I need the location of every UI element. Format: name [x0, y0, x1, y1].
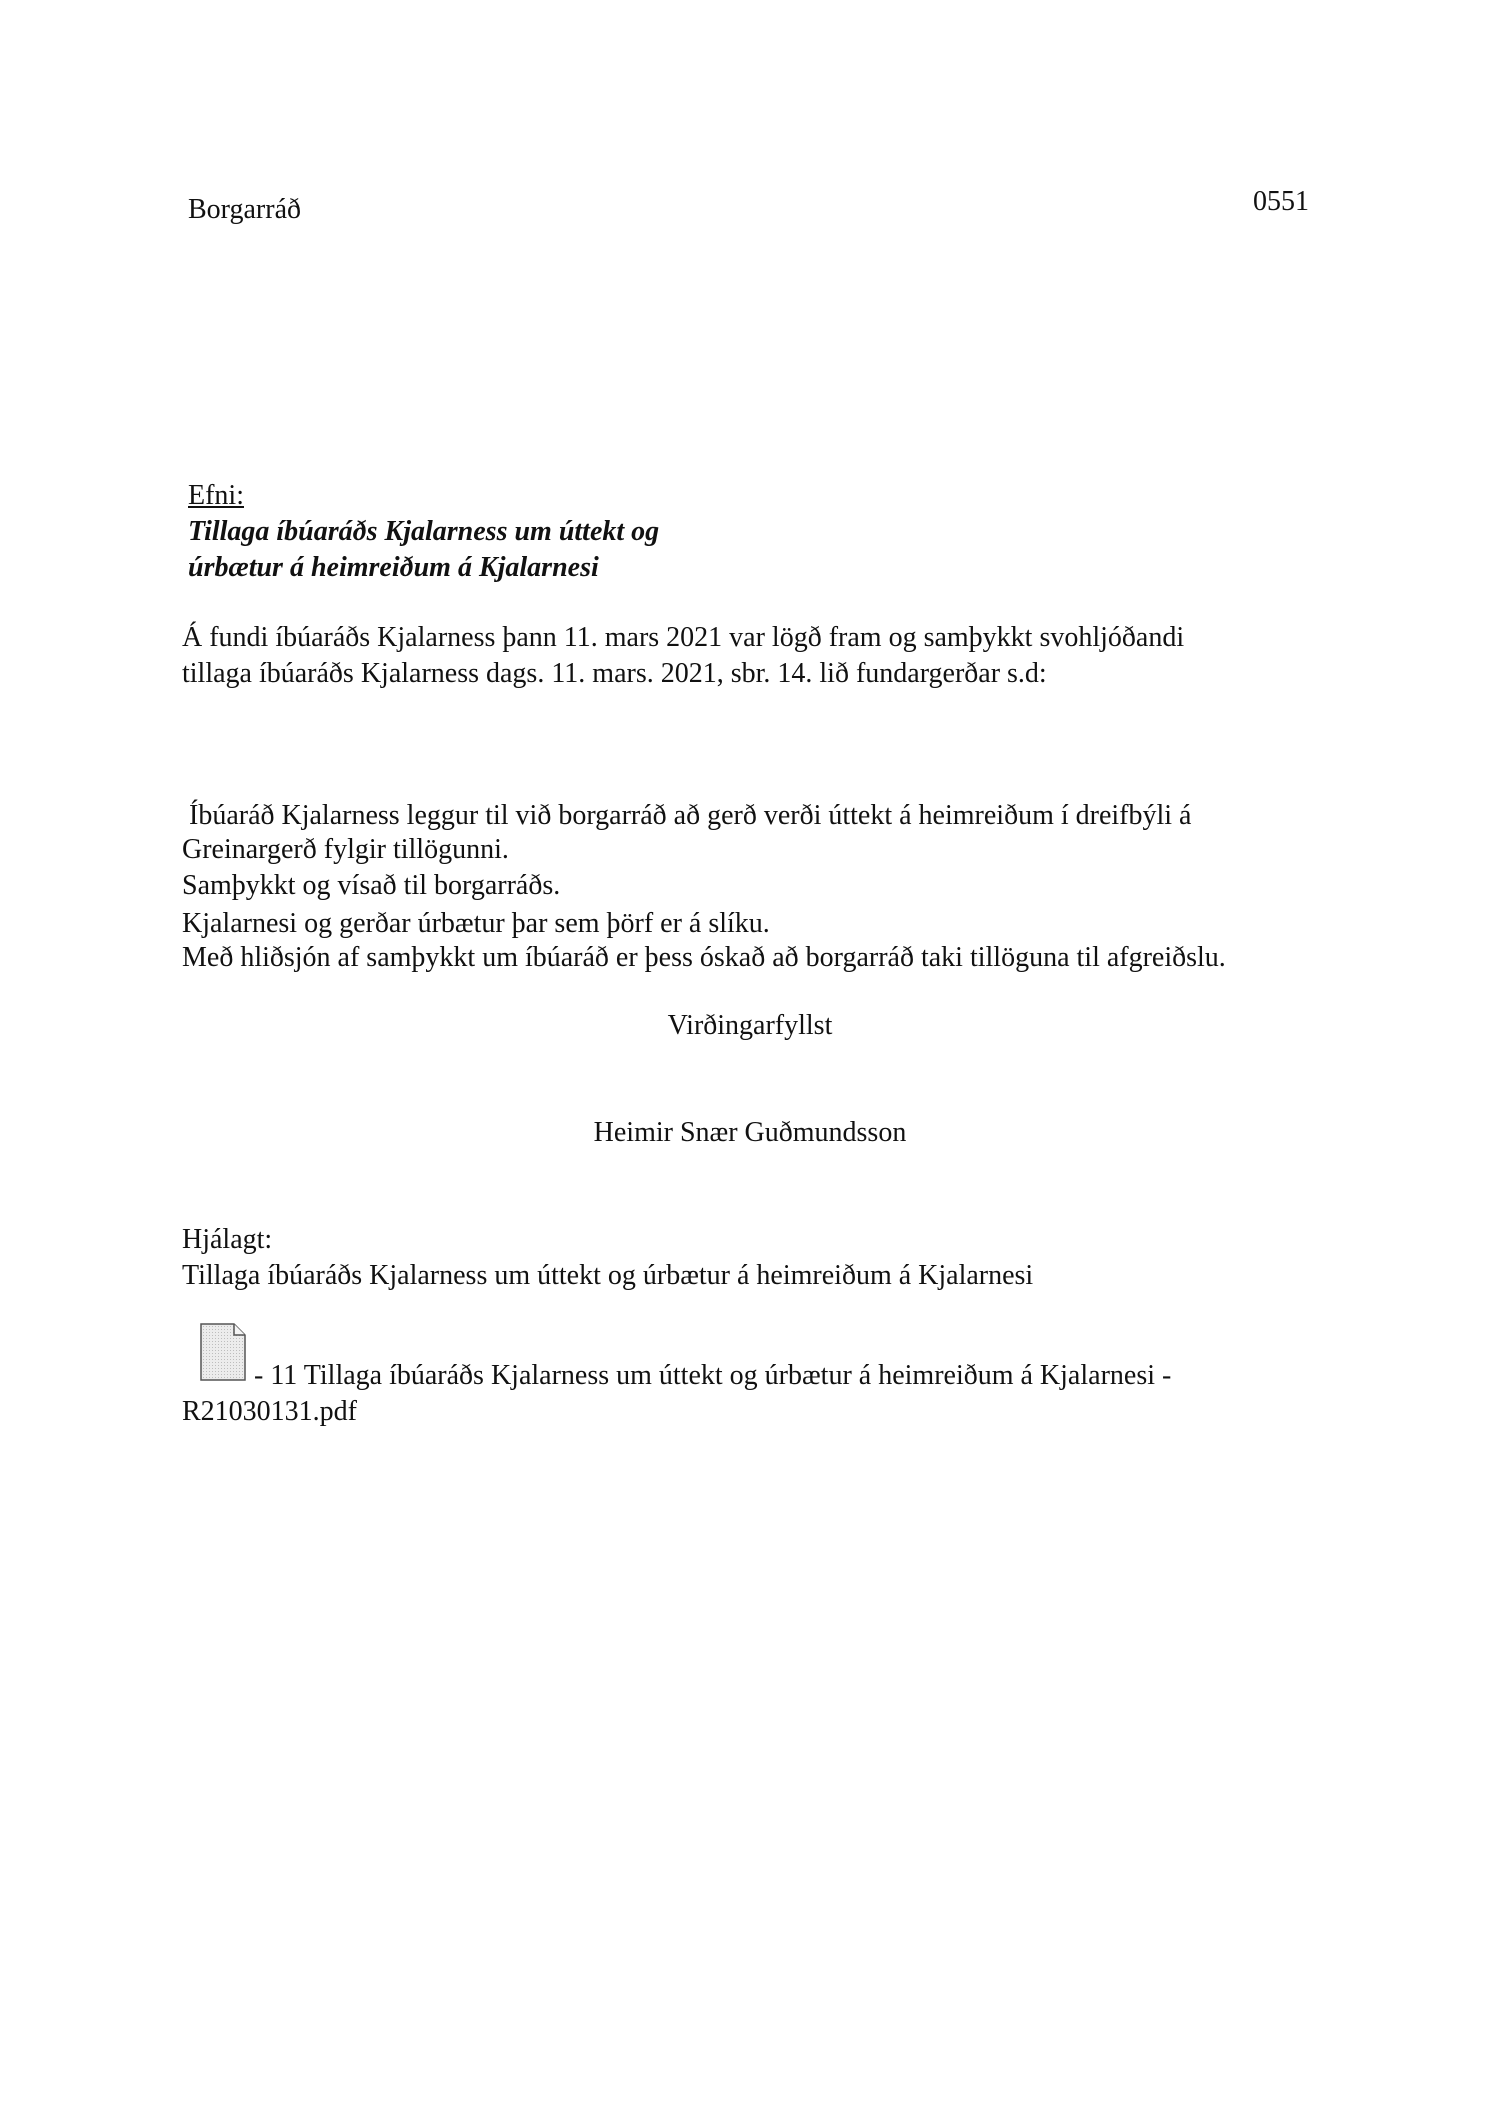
intro-paragraph [182, 620, 1184, 692]
document-icon[interactable] [200, 1323, 246, 1381]
attachments-label: Hjálagt: [182, 1224, 273, 1255]
subject-title-line: úrbætur á heimreiðum á Kjalarnesi [188, 552, 599, 583]
paragraph-line: Samþykkt og vísað til borgarráðs. [182, 870, 561, 901]
attachment-title: Tillaga íbúaráðs Kjalarness um úttekt og úrbætur á heimreiðum á Kjalarnesi [182, 1260, 1034, 1291]
paragraph-line: tillaga íbúaráðs Kjalarness dags. 11. mars. 2021, sbr. 14. lið fundargerðar s.d: [182, 658, 1047, 689]
document-number: 0551 [1253, 186, 1309, 217]
recipient: Borgarráð [188, 194, 301, 225]
signer-name: Heimir Snær Guðmundsson [593, 1117, 907, 1148]
subject-title-line: Tillaga íbúaráðs Kjalarness um úttekt og [188, 516, 660, 547]
subject-title [188, 514, 659, 586]
paragraph-line: Greinargerð fylgir tillögunni. [182, 834, 509, 865]
paragraph-line: Á fundi íbúaráðs Kjalarness þann 11. mars 2021 var lögð fram og samþykkt svohljóðandi [182, 622, 1185, 653]
subject-label: Efni: [188, 480, 244, 511]
request-paragraph: Með hliðsjón af samþykkt um íbúaráð er þess óskað að borgarráð taki tillöguna til afgreiðslu. [182, 942, 1226, 973]
status-paragraph [182, 832, 560, 904]
attachment-file-link[interactable]: R21030131.pdf [182, 1396, 357, 1427]
attachment-file-link[interactable]: - 11 Tillaga íbúaráðs Kjalarness um úttekt og úrbætur á heimreiðum á Kjalarnesi - [254, 1360, 1172, 1391]
paragraph-line: Kjalarnesi og gerðar úrbætur þar sem þörf er á slíku. [182, 908, 770, 939]
paragraph-line: Íbúaráð Kjalarness leggur til við borgarráð að gerð verði úttekt á heimreiðum í dreifbýli á [182, 800, 1192, 831]
closing-salutation: Virðingarfyllst [667, 1010, 833, 1041]
